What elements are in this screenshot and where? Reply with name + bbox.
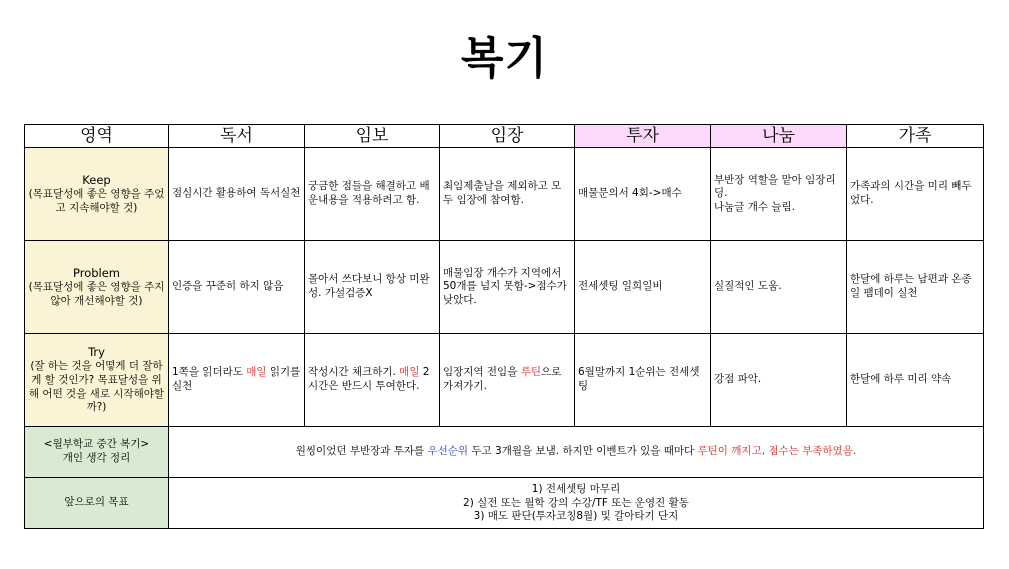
retrospective-table: [24, 124, 984, 529]
keep-description: (목표달성에 좋은 영향을 주었고 지속해야할 것): [28, 187, 165, 214]
goal-item: 1) 전세셋팅 마무리: [531, 483, 621, 496]
goal-item: 3) 매도 판단(투자코칭8월) 및 갈아타기 단지: [473, 509, 679, 522]
summary-text-part: 두고 3개월을 보냄. 하지만 이벤트가 있을 때마다: [468, 445, 698, 458]
summary-highlight-red: 루틴이 깨지고, 점수는 부족하였음.: [697, 445, 857, 458]
summary-row: [25, 427, 984, 478]
summary-highlight-blue: 우선순위: [427, 445, 469, 458]
try-reading-cell: [169, 334, 305, 427]
header-investment: 투자: [575, 125, 711, 148]
goals-list: [169, 478, 984, 529]
goals-label: 앞으로의 목표: [25, 478, 169, 529]
problem-row: [25, 241, 984, 334]
header-reading: 독서: [169, 125, 305, 148]
keep-investment-cell: 매물문의서 4회->매수: [575, 148, 711, 241]
cell-text: 1쪽을 읽더라도: [172, 366, 247, 379]
cell-text: 임장지역 전임을: [443, 366, 521, 379]
try-row: [25, 334, 984, 427]
header-report: 임보: [305, 125, 440, 148]
problem-sharing-cell: 실질적인 도움.: [711, 241, 847, 334]
problem-label: [25, 241, 169, 334]
problem-site-visit-cell: 매물임장 개수가 지역에서 50개를 넘지 못함->점수가 낮았다.: [440, 241, 575, 334]
try-site-visit-cell: [440, 334, 575, 427]
problem-report-cell: 몰아서 쓰다보니 항상 미완성. 가설검증X: [305, 241, 440, 334]
try-title: Try: [88, 345, 105, 360]
header-row: [25, 125, 984, 148]
summary-text: [169, 427, 984, 478]
highlight-text: 매일: [399, 366, 420, 379]
summary-label: <월부학교 중간 복기> 개인 생각 정리: [25, 427, 169, 478]
summary-text-part: 원씽이었던 부반장과 투자를: [295, 445, 428, 458]
problem-family-cell: 한달에 하루는 남편과 온종일 팸데이 실천: [847, 241, 984, 334]
cell-text: 2시간은 반드시 투여한다.: [308, 366, 430, 393]
cell-text: 읽기를 실천: [172, 366, 301, 393]
keep-label: [25, 148, 169, 241]
highlight-text: 매일: [246, 366, 267, 379]
try-investment-cell: 6월말까지 1순위는 전세셋팅: [575, 334, 711, 427]
page-title: 복기: [460, 33, 548, 84]
keep-site-visit-cell: 최임제출날을 제외하고 모두 임장에 참여함.: [440, 148, 575, 241]
try-sharing-cell: 강점 파악.: [711, 334, 847, 427]
try-description: (잘 하는 것을 어떻게 더 잘하게 할 것인가? 목표달성을 위해 어떤 것을 새로 시작해야할까?): [28, 360, 165, 414]
problem-investment-cell: 전세셋팅 일희일비: [575, 241, 711, 334]
goals-row: [25, 478, 984, 529]
problem-reading-cell: 인증을 꾸준히 하지 않음: [169, 241, 305, 334]
keep-family-cell: 가족과의 시간을 미리 빼두었다.: [847, 148, 984, 241]
keep-report-cell: 궁금한 점들을 해결하고 배운내용을 적용하려고 함.: [305, 148, 440, 241]
try-family-cell: 한달에 하루 미리 약속: [847, 334, 984, 427]
header-sharing: 나눔: [711, 125, 847, 148]
cell-text: 작성시간 체크하기.: [308, 366, 400, 379]
goal-item: 2) 실전 또는 월학 강의 수강/TF 또는 운영진 활동: [463, 496, 689, 509]
try-label: [25, 334, 169, 427]
problem-description: (목표달성에 좋은 영향을 주지않아 개선해야할 것): [28, 280, 165, 307]
try-report-cell: [305, 334, 440, 427]
keep-row: [25, 148, 984, 241]
problem-title: Problem: [72, 265, 121, 280]
header-area: 영역: [25, 125, 169, 148]
keep-reading-cell: 점심시간 활용하여 독서실천: [169, 148, 305, 241]
cell-text: 으로 가져가기.: [443, 366, 562, 393]
header-family: 가족: [847, 125, 984, 148]
keep-sharing-cell: 부반장 역할을 맡아 임장리딩. 나눔글 개수 늘림.: [711, 148, 847, 241]
highlight-text: 루틴: [520, 366, 541, 379]
keep-title: Keep: [82, 172, 111, 187]
header-site-visit: 임장: [440, 125, 575, 148]
